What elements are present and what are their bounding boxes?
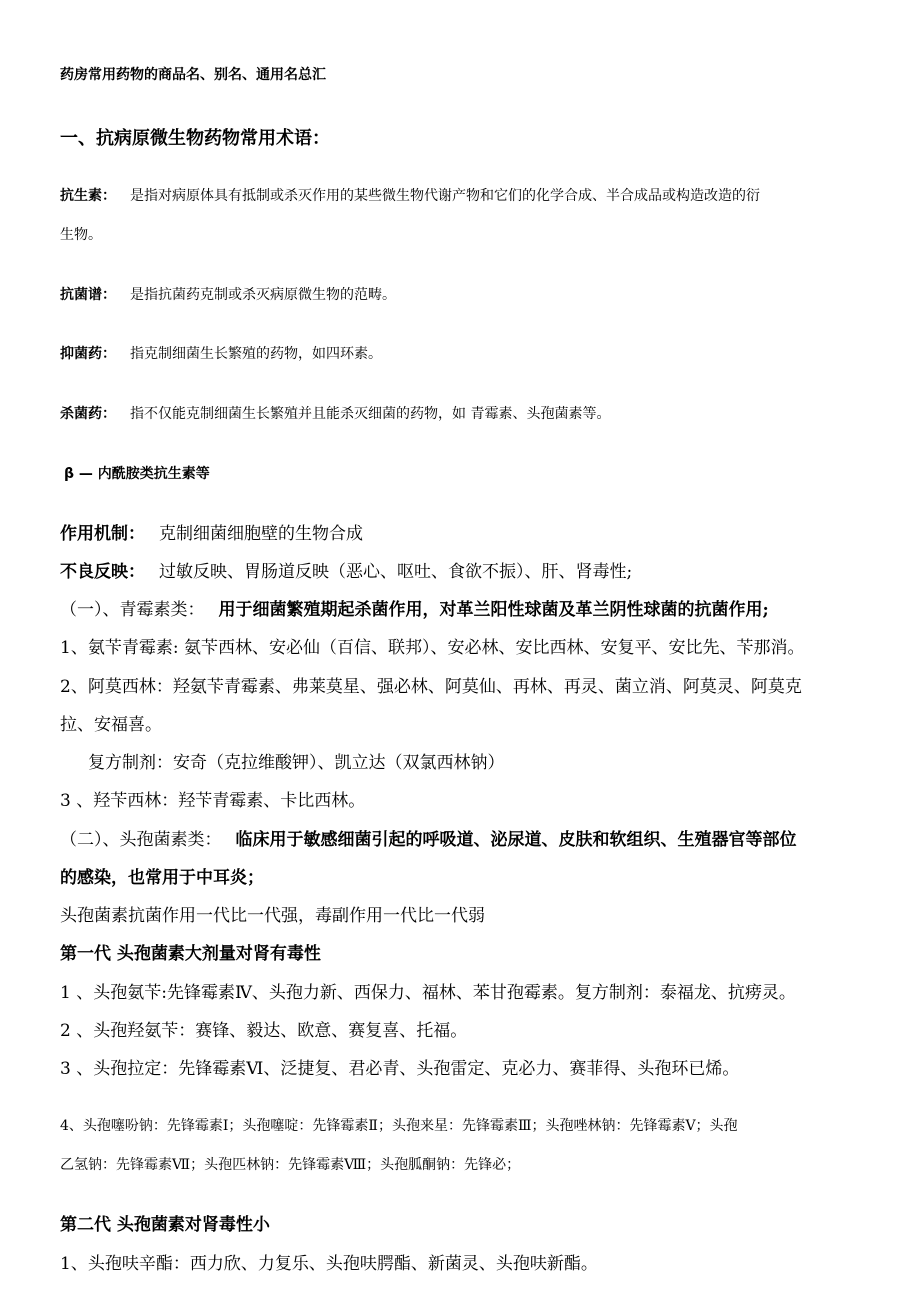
mechanism-label: 作用机制：	[60, 524, 145, 544]
mechanism-line	[60, 523, 880, 545]
list-item: 3 、羟苄西林：羟苄青霉素、卡比西林。	[60, 791, 366, 811]
gen1-heading: 第一代 头孢菌素大剂量对肾有毒性	[60, 944, 321, 964]
definition-continuation: 生物。	[60, 227, 102, 243]
penicillin-label: （一）、青霉素类：	[60, 600, 205, 620]
list-item: 2 、头孢羟氨苄：赛锋、毅达、欧意、赛复喜、托福。	[60, 1021, 468, 1041]
cephalosporin-label: （二）、头孢菌素类：	[60, 830, 222, 850]
gen2-heading: 第二代 头孢菌素对肾毒性小	[60, 1215, 270, 1235]
cephalosporin-heading	[60, 829, 880, 851]
definition-term: 抗生素：	[60, 188, 116, 204]
cephalosporin-note: 头孢菌素抗菌作用一代比一代强，毒副作用一代比一代弱	[60, 906, 485, 926]
beta-lactam-heading: β — 内酰胺类抗生素等	[64, 466, 210, 482]
definition-term: 抑菌药：	[60, 346, 116, 362]
list-item: 3 、头孢拉定：先锋霉素Ⅵ、泛捷复、君必青、头孢雷定、克必力、赛菲得、头孢环已烯。	[60, 1059, 740, 1079]
definition-term: 抗菌谱：	[60, 287, 116, 303]
definition-antibiotic	[60, 187, 880, 205]
definition-text: 是指抗菌药克制或杀灭病原微生物的范畴。	[130, 287, 396, 303]
section-heading: 一、抗病原微生物药物常用术语：	[60, 128, 330, 149]
list-item: 2、阿莫西林：羟氨苄青霉素、弗莱莫星、强必林、阿莫仙、再林、再灵、菌立消、阿莫灵、阿莫克	[60, 677, 802, 697]
list-item-continuation: 乙氢钠：先锋霉素Ⅶ；头孢匹林钠：先锋霉素Ⅷ；头孢胍酮钠：先锋必；	[60, 1157, 521, 1173]
definition-spectrum	[60, 286, 880, 304]
list-item: 1、头孢呋辛酯：西力欣、力复乐、头孢呋腭酯、新菌灵、头孢呋新酯。	[60, 1254, 598, 1274]
cephalosporin-text-continuation: 的感染，也常用于中耳炎；	[60, 868, 264, 888]
list-item: 1 、头孢氨苄:先锋霉素Ⅳ、头孢力新、西保力、福林、苯甘孢霉素。复方制剂：泰福龙、抗痨灵。	[60, 983, 796, 1003]
definition-bactericidal	[60, 405, 880, 423]
list-item: 拉、安福喜。	[60, 715, 162, 735]
list-item: 1、氨苄青霉素: 氨苄西林、安必仙（百信、联邦）、安必林、安比西林、安复平、安比先、苄那消。	[60, 638, 805, 658]
definition-text: 是指对病原体具有抵制或杀灭作用的某些微生物代谢产物和它们的化学合成、半合成品或构造改造的衍	[130, 188, 760, 204]
penicillin-heading	[60, 599, 880, 621]
adverse-label: 不良反映：	[60, 562, 145, 582]
definition-text: 指不仅能克制细菌生长繁殖并且能杀灭细菌的药物，如 青霉素、头孢菌素等。	[130, 406, 611, 422]
adverse-line	[60, 561, 880, 583]
definition-term: 杀菌药：	[60, 406, 116, 422]
cephalosporin-text: 临床用于敏感细菌引起的呼吸道、泌尿道、皮肤和软组织、生殖器官等部位	[235, 830, 797, 850]
list-item: 复方制剂：安奇（克拉维酸钾）、凯立达（双氯西林钠）	[88, 753, 505, 773]
mechanism-text: 克制细菌细胞壁的生物合成	[159, 524, 363, 544]
doc-title: 药房常用药物的商品名、别名、通用名总汇	[60, 67, 326, 83]
definition-bacteriostatic	[60, 345, 880, 363]
penicillin-text: 用于细菌繁殖期起杀菌作用，对革兰阳性球菌及革兰阴性球菌的抗菌作用;	[218, 600, 769, 620]
definition-text: 指克制细菌生长繁殖的药物，如四环素。	[130, 346, 382, 362]
list-item: 4、头孢噻吩钠：先锋霉素Ⅰ；头孢噻啶：先锋霉素Ⅱ；头孢来星：先锋霉素Ⅲ；头孢唑林钠：先锋霉素Ⅴ；头孢	[60, 1118, 738, 1134]
adverse-text: 过敏反映、胃肠道反映（恶心、呕吐、食欲不振）、肝、肾毒性;	[159, 562, 633, 582]
